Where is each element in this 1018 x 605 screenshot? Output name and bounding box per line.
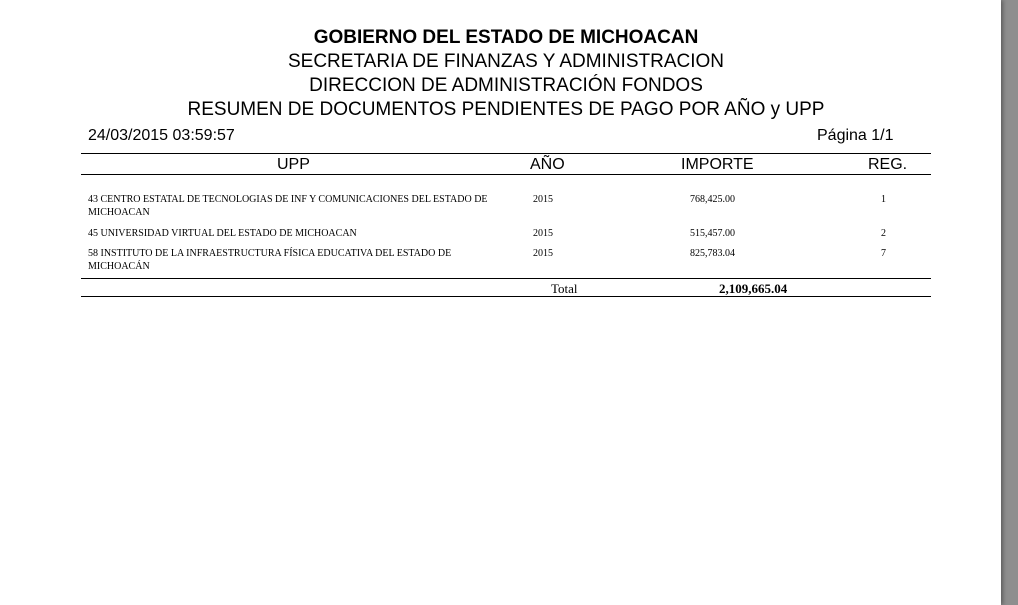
row-2-reg: 2 [881,228,886,239]
row-2-upp: 45 UNIVERSIDAD VIRTUAL DEL ESTADO DE MICHOACAN [88,228,357,239]
row-1-upp: 43 CENTRO ESTATAL DE TECNOLOGIAS DE INF Y COMUNICACIONES DEL ESTADO DE MICHOACAN [88,194,488,218]
table-total-rule [81,278,931,279]
column-header-anio: AÑO [530,156,565,173]
report-date: 24/03/2015 03:59:57 [88,127,235,144]
table-header-rule [81,174,931,175]
row-3-anio: 2015 [533,248,553,259]
column-header-reg: REG. [868,156,908,173]
row-1-importe: 768,425.00 [690,194,735,205]
government-title: GOBIERNO DEL ESTADO DE MICHOACAN [313,27,699,48]
row-3-importe: 825,783.04 [690,248,735,259]
row-3-reg: 7 [881,248,886,259]
table-top-rule [81,153,931,154]
direction-title: DIRECCION DE ADMINISTRACIÓN FONDOS [309,75,703,96]
column-header-upp: UPP [277,156,310,173]
total-value: 2,109,665.04 [719,281,788,296]
row-3-upp: 58 INSTITUTO DE LA INFRAESTRUCTURA FÍSICA EDUCATIVA DEL ESTADO DE MICHOACÁN [88,248,452,272]
report-title: RESUMEN DE DOCUMENTOS PENDIENTES DE PAGO POR AÑO y UPP [187,99,825,120]
row-2-anio: 2015 [533,228,553,239]
total-label: Total [551,281,578,296]
table-bottom-rule [81,296,931,297]
row-1-reg: 1 [881,194,886,205]
row-2-importe: 515,457.00 [690,228,735,239]
page-number: Página 1/1 [817,127,894,144]
secretariat-title: SECRETARIA DE FINANZAS Y ADMINISTRACION [287,51,725,72]
column-header-importe: IMPORTE [681,156,754,173]
report-header [0,26,1012,122]
row-1-anio: 2015 [533,194,553,205]
